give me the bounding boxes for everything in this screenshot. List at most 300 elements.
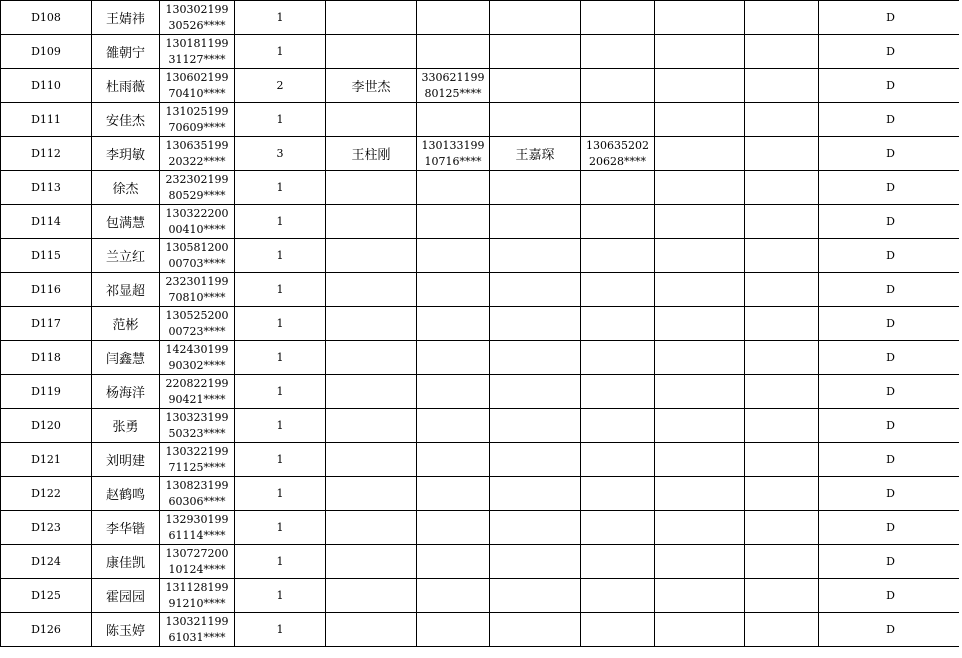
grade-value: D [886, 385, 895, 398]
applicant-name: 雒朝宁 [105, 46, 145, 61]
applicant-id-line-1: 220822199 [165, 376, 229, 390]
cell-row-id [1, 307, 92, 341]
member2-id-line-2: 20628**** [589, 154, 646, 168]
applicant-name: 闫鑫慧 [105, 352, 145, 367]
cell-member1-id-number [417, 307, 490, 341]
cell-applicant-name [92, 545, 160, 579]
cell-blank-1 [655, 341, 745, 375]
applicant-id-line-2: 61114**** [168, 528, 226, 542]
cell-applicant-name [92, 205, 160, 239]
cell-member1-name [326, 1, 417, 35]
household-count: 1 [276, 487, 284, 500]
cell-member1-name [326, 103, 417, 137]
applicant-id-line-1: 232301199 [165, 274, 229, 288]
cell-member1-name [326, 443, 417, 477]
cell-member2-name [490, 511, 581, 545]
grade-value: D [886, 555, 895, 568]
grade-value: D [886, 45, 895, 58]
cell-blank-2 [745, 239, 819, 273]
cell-applicant-name [92, 239, 160, 273]
cell-applicant-name [92, 409, 160, 443]
cell-member2-id-number [581, 579, 655, 613]
row-id: D118 [31, 351, 61, 364]
applicant-id-line-2: 30526**** [168, 18, 226, 32]
applicant-name: 范彬 [112, 318, 139, 333]
cell-grade [819, 477, 962, 511]
cell-grade [819, 35, 962, 69]
applicant-id-line-2: 90302**** [168, 358, 226, 372]
applicant-name: 杨海洋 [105, 386, 145, 401]
cell-household-count [235, 545, 326, 579]
cell-grade [819, 443, 962, 477]
cell-grade [819, 545, 962, 579]
grade-value: D [886, 487, 895, 500]
cell-member2-id-number [581, 205, 655, 239]
cell-blank-2 [745, 35, 819, 69]
grade-value: D [886, 453, 895, 466]
cell-household-count [235, 477, 326, 511]
cell-blank-1 [655, 239, 745, 273]
cell-applicant-id-number [160, 375, 235, 409]
cell-member2-name [490, 307, 581, 341]
member1-id-line-1: 130133199 [421, 138, 485, 152]
cell-blank-2 [745, 1, 819, 35]
applicant-id-line-2: 31127**** [168, 52, 226, 66]
cell-member2-name [490, 171, 581, 205]
cell-household-count [235, 239, 326, 273]
applicant-name: 安佳杰 [105, 114, 145, 129]
cell-grade [819, 511, 962, 545]
applicant-id-line-1: 130322200 [165, 206, 229, 220]
cell-member2-id-number [581, 409, 655, 443]
cell-member1-id-number [417, 239, 490, 273]
applicant-id-line-2: 91210**** [168, 596, 226, 610]
cell-applicant-name [92, 69, 160, 103]
cell-member2-name [490, 69, 581, 103]
cell-household-count [235, 205, 326, 239]
cell-row-id [1, 1, 92, 35]
cell-household-count [235, 409, 326, 443]
grade-value: D [886, 283, 895, 296]
household-count: 1 [276, 521, 284, 534]
table-row [1, 409, 962, 443]
household-count: 1 [276, 181, 284, 194]
cell-blank-2 [745, 171, 819, 205]
row-id: D124 [31, 555, 61, 568]
table-row [1, 103, 962, 137]
cell-member2-name [490, 137, 581, 171]
cell-grade [819, 69, 962, 103]
cell-member1-name [326, 545, 417, 579]
applicant-id-line-2: 61031**** [168, 630, 226, 644]
cell-applicant-id-number [160, 511, 235, 545]
cell-member1-id-number [417, 273, 490, 307]
cell-row-id [1, 239, 92, 273]
cell-grade [819, 579, 962, 613]
cell-blank-2 [745, 205, 819, 239]
cell-applicant-name [92, 1, 160, 35]
cell-member2-id-number [581, 273, 655, 307]
cell-member1-name [326, 409, 417, 443]
table-row [1, 613, 962, 647]
grade-value: D [886, 113, 895, 126]
cell-household-count [235, 35, 326, 69]
cell-member1-id-number [417, 613, 490, 647]
cell-member2-id-number [581, 171, 655, 205]
cell-household-count [235, 307, 326, 341]
household-count: 1 [276, 555, 284, 568]
cell-member2-name [490, 443, 581, 477]
household-count: 1 [276, 249, 284, 262]
cell-applicant-id-number [160, 1, 235, 35]
applicant-name: 杜雨薇 [105, 80, 145, 95]
applicant-name: 陈玉婷 [105, 624, 145, 639]
cell-member1-id-number [417, 1, 490, 35]
grade-value: D [886, 79, 895, 92]
cell-applicant-id-number [160, 171, 235, 205]
applicant-name: 李玥敏 [105, 148, 145, 163]
member1-id-line-1: 330621199 [421, 70, 485, 84]
cell-member1-id-number [417, 511, 490, 545]
applicant-name: 徐杰 [112, 182, 139, 197]
grade-value: D [886, 147, 895, 160]
cell-row-id [1, 341, 92, 375]
cell-blank-1 [655, 205, 745, 239]
cell-applicant-name [92, 341, 160, 375]
cell-member1-id-number [417, 137, 490, 171]
cell-member2-id-number [581, 477, 655, 511]
cell-member2-name [490, 613, 581, 647]
cell-grade [819, 171, 962, 205]
cell-grade [819, 307, 962, 341]
table-row [1, 171, 962, 205]
cell-member1-name [326, 69, 417, 103]
cell-applicant-id-number [160, 307, 235, 341]
row-id: D117 [31, 317, 61, 330]
household-count: 1 [276, 453, 284, 466]
cell-blank-1 [655, 613, 745, 647]
row-id: D109 [31, 45, 61, 58]
cell-applicant-id-number [160, 137, 235, 171]
table-row [1, 35, 962, 69]
table-row [1, 307, 962, 341]
cell-row-id [1, 375, 92, 409]
cell-row-id [1, 137, 92, 171]
cell-member2-id-number [581, 545, 655, 579]
cell-applicant-name [92, 511, 160, 545]
row-id: D108 [31, 11, 61, 24]
applicant-name: 霍园园 [105, 590, 145, 605]
table-row [1, 273, 962, 307]
row-id: D116 [31, 283, 61, 296]
applicant-id-line-1: 130181199 [165, 36, 229, 50]
cell-applicant-name [92, 307, 160, 341]
cell-member1-name [326, 205, 417, 239]
row-id: D110 [31, 79, 61, 92]
cell-row-id [1, 273, 92, 307]
row-id: D120 [31, 419, 61, 432]
cell-applicant-id-number [160, 579, 235, 613]
cell-member2-id-number [581, 613, 655, 647]
cell-member2-id-number [581, 307, 655, 341]
cell-member1-name [326, 35, 417, 69]
applicant-id-line-1: 130302199 [165, 2, 229, 16]
cell-applicant-name [92, 137, 160, 171]
cell-member1-id-number [417, 443, 490, 477]
cell-grade [819, 375, 962, 409]
cell-blank-2 [745, 341, 819, 375]
cell-blank-1 [655, 409, 745, 443]
row-id: D114 [31, 215, 61, 228]
cell-applicant-id-number [160, 613, 235, 647]
table-row [1, 239, 962, 273]
member1-name: 王柱刚 [351, 148, 391, 163]
member1-name: 李世杰 [351, 80, 391, 95]
cell-applicant-name [92, 613, 160, 647]
cell-member1-id-number [417, 341, 490, 375]
cell-blank-1 [655, 443, 745, 477]
cell-member2-id-number [581, 35, 655, 69]
table-row [1, 511, 962, 545]
applicant-name: 赵鹤鸣 [105, 488, 145, 503]
cell-applicant-name [92, 375, 160, 409]
cell-member1-name [326, 341, 417, 375]
cell-household-count [235, 103, 326, 137]
cell-blank-1 [655, 511, 745, 545]
household-count: 2 [276, 79, 284, 92]
cell-applicant-name [92, 35, 160, 69]
member2-id-line-1: 130635202 [586, 138, 649, 152]
applicant-id-line-1: 132930199 [165, 512, 229, 526]
cell-row-id [1, 443, 92, 477]
cell-row-id [1, 35, 92, 69]
cell-row-id [1, 545, 92, 579]
cell-member1-id-number [417, 375, 490, 409]
cell-household-count [235, 511, 326, 545]
row-id: D121 [31, 453, 61, 466]
cell-applicant-id-number [160, 205, 235, 239]
applicant-id-line-1: 130323199 [165, 410, 229, 424]
cell-member1-name [326, 171, 417, 205]
household-count: 1 [276, 385, 284, 398]
cell-member1-name [326, 579, 417, 613]
row-id: D112 [31, 147, 61, 160]
cell-member2-name [490, 239, 581, 273]
cell-household-count [235, 613, 326, 647]
cell-blank-1 [655, 171, 745, 205]
applicant-id-line-2: 80529**** [168, 188, 226, 202]
applicant-id-line-1: 130525200 [165, 308, 229, 322]
applicant-id-line-1: 130602199 [165, 70, 229, 84]
cell-grade [819, 273, 962, 307]
cell-member1-id-number [417, 103, 490, 137]
row-id: D119 [31, 385, 61, 398]
cell-member2-name [490, 375, 581, 409]
cell-blank-1 [655, 35, 745, 69]
applicant-id-line-2: 60306**** [168, 494, 226, 508]
cell-blank-1 [655, 103, 745, 137]
cell-applicant-id-number [160, 409, 235, 443]
row-id: D126 [31, 623, 61, 636]
cell-applicant-name [92, 477, 160, 511]
applicant-id-line-2: 70410**** [168, 86, 226, 100]
cell-household-count [235, 443, 326, 477]
applicant-id-line-1: 130581200 [165, 240, 229, 254]
cell-member1-id-number [417, 477, 490, 511]
cell-member1-name [326, 239, 417, 273]
cell-member2-name [490, 409, 581, 443]
household-count: 1 [276, 11, 284, 24]
cell-blank-1 [655, 477, 745, 511]
applicant-id-line-2: 50323**** [168, 426, 226, 440]
household-count: 1 [276, 283, 284, 296]
grade-value: D [886, 317, 895, 330]
applicant-id-line-1: 131128199 [165, 580, 229, 594]
cell-applicant-id-number [160, 103, 235, 137]
cell-member1-id-number [417, 171, 490, 205]
grade-value: D [886, 215, 895, 228]
cell-grade [819, 137, 962, 171]
cell-applicant-id-number [160, 273, 235, 307]
cell-blank-2 [745, 545, 819, 579]
cell-row-id [1, 613, 92, 647]
cell-blank-2 [745, 613, 819, 647]
cell-blank-2 [745, 409, 819, 443]
grade-value: D [886, 521, 895, 534]
cell-member2-name [490, 1, 581, 35]
household-count: 1 [276, 45, 284, 58]
cell-member2-id-number [581, 443, 655, 477]
cell-member2-id-number [581, 341, 655, 375]
cell-row-id [1, 103, 92, 137]
grade-value: D [886, 249, 895, 262]
grade-value: D [886, 181, 895, 194]
cell-grade [819, 103, 962, 137]
cell-member2-name [490, 103, 581, 137]
cell-grade [819, 613, 962, 647]
cell-grade [819, 205, 962, 239]
table-body [1, 1, 962, 647]
cell-member2-name [490, 341, 581, 375]
row-id: D113 [31, 181, 61, 194]
cell-blank-1 [655, 273, 745, 307]
applicant-name: 兰立红 [105, 250, 145, 265]
applicant-name: 祁显超 [105, 284, 145, 299]
row-id: D115 [31, 249, 61, 262]
household-count: 1 [276, 317, 284, 330]
cell-member2-name [490, 205, 581, 239]
cell-member1-name [326, 137, 417, 171]
applicant-id-line-1: 130635199 [165, 138, 229, 152]
applicant-name: 包满慧 [105, 216, 145, 231]
cell-member2-id-number [581, 1, 655, 35]
cell-row-id [1, 511, 92, 545]
cell-blank-1 [655, 579, 745, 613]
household-count: 3 [276, 147, 284, 160]
cell-member2-name [490, 545, 581, 579]
applicant-id-line-2: 00703**** [168, 256, 226, 270]
cell-member2-id-number [581, 239, 655, 273]
cell-member1-name [326, 477, 417, 511]
cell-applicant-id-number [160, 443, 235, 477]
cell-blank-1 [655, 375, 745, 409]
applicant-id-line-1: 130321199 [165, 614, 229, 628]
cell-member1-name [326, 273, 417, 307]
applicant-id-line-2: 20322**** [168, 154, 226, 168]
cell-row-id [1, 205, 92, 239]
cell-blank-2 [745, 443, 819, 477]
cell-row-id [1, 579, 92, 613]
row-id: D125 [31, 589, 61, 602]
applicant-id-line-2: 00410**** [168, 222, 226, 236]
household-count: 1 [276, 623, 284, 636]
row-id: D123 [31, 521, 61, 534]
cell-blank-2 [745, 511, 819, 545]
applicant-id-line-2: 90421**** [168, 392, 226, 406]
table-row [1, 579, 962, 613]
cell-row-id [1, 477, 92, 511]
cell-row-id [1, 69, 92, 103]
cell-applicant-name [92, 579, 160, 613]
household-count: 1 [276, 419, 284, 432]
cell-applicant-name [92, 443, 160, 477]
cell-member1-name [326, 375, 417, 409]
cell-applicant-name [92, 171, 160, 205]
cell-household-count [235, 137, 326, 171]
cell-member1-id-number [417, 35, 490, 69]
applicant-id-line-1: 232302199 [165, 172, 229, 186]
cell-grade [819, 1, 962, 35]
cell-blank-2 [745, 69, 819, 103]
cell-member1-id-number [417, 205, 490, 239]
cell-applicant-id-number [160, 341, 235, 375]
cell-member2-id-number [581, 69, 655, 103]
table-row [1, 137, 962, 171]
cell-blank-2 [745, 103, 819, 137]
applicant-id-line-2: 70810**** [168, 290, 226, 304]
member2-name: 王嘉琛 [515, 148, 555, 163]
cell-member1-id-number [417, 545, 490, 579]
cell-household-count [235, 171, 326, 205]
cell-applicant-name [92, 273, 160, 307]
household-count: 1 [276, 351, 284, 364]
cell-applicant-id-number [160, 239, 235, 273]
cell-blank-2 [745, 137, 819, 171]
household-count: 1 [276, 589, 284, 602]
cell-member1-id-number [417, 409, 490, 443]
applicant-id-line-1: 130727200 [165, 546, 229, 560]
applicant-id-line-1: 131025199 [165, 104, 229, 118]
cell-applicant-id-number [160, 545, 235, 579]
cell-blank-1 [655, 69, 745, 103]
member1-id-line-2: 80125**** [424, 86, 482, 100]
table-row [1, 545, 962, 579]
cell-household-count [235, 273, 326, 307]
cell-blank-2 [745, 273, 819, 307]
applicant-id-line-1: 130322199 [165, 444, 229, 458]
cell-member2-name [490, 35, 581, 69]
cell-member2-id-number [581, 511, 655, 545]
applicant-id-line-2: 00723**** [168, 324, 226, 338]
table-row [1, 69, 962, 103]
cell-applicant-name [92, 103, 160, 137]
applicant-name: 康佳凯 [105, 556, 145, 571]
grade-value: D [886, 351, 895, 364]
table-row [1, 341, 962, 375]
cell-household-count [235, 69, 326, 103]
cell-blank-1 [655, 307, 745, 341]
applicant-name: 王婧祎 [105, 12, 145, 27]
